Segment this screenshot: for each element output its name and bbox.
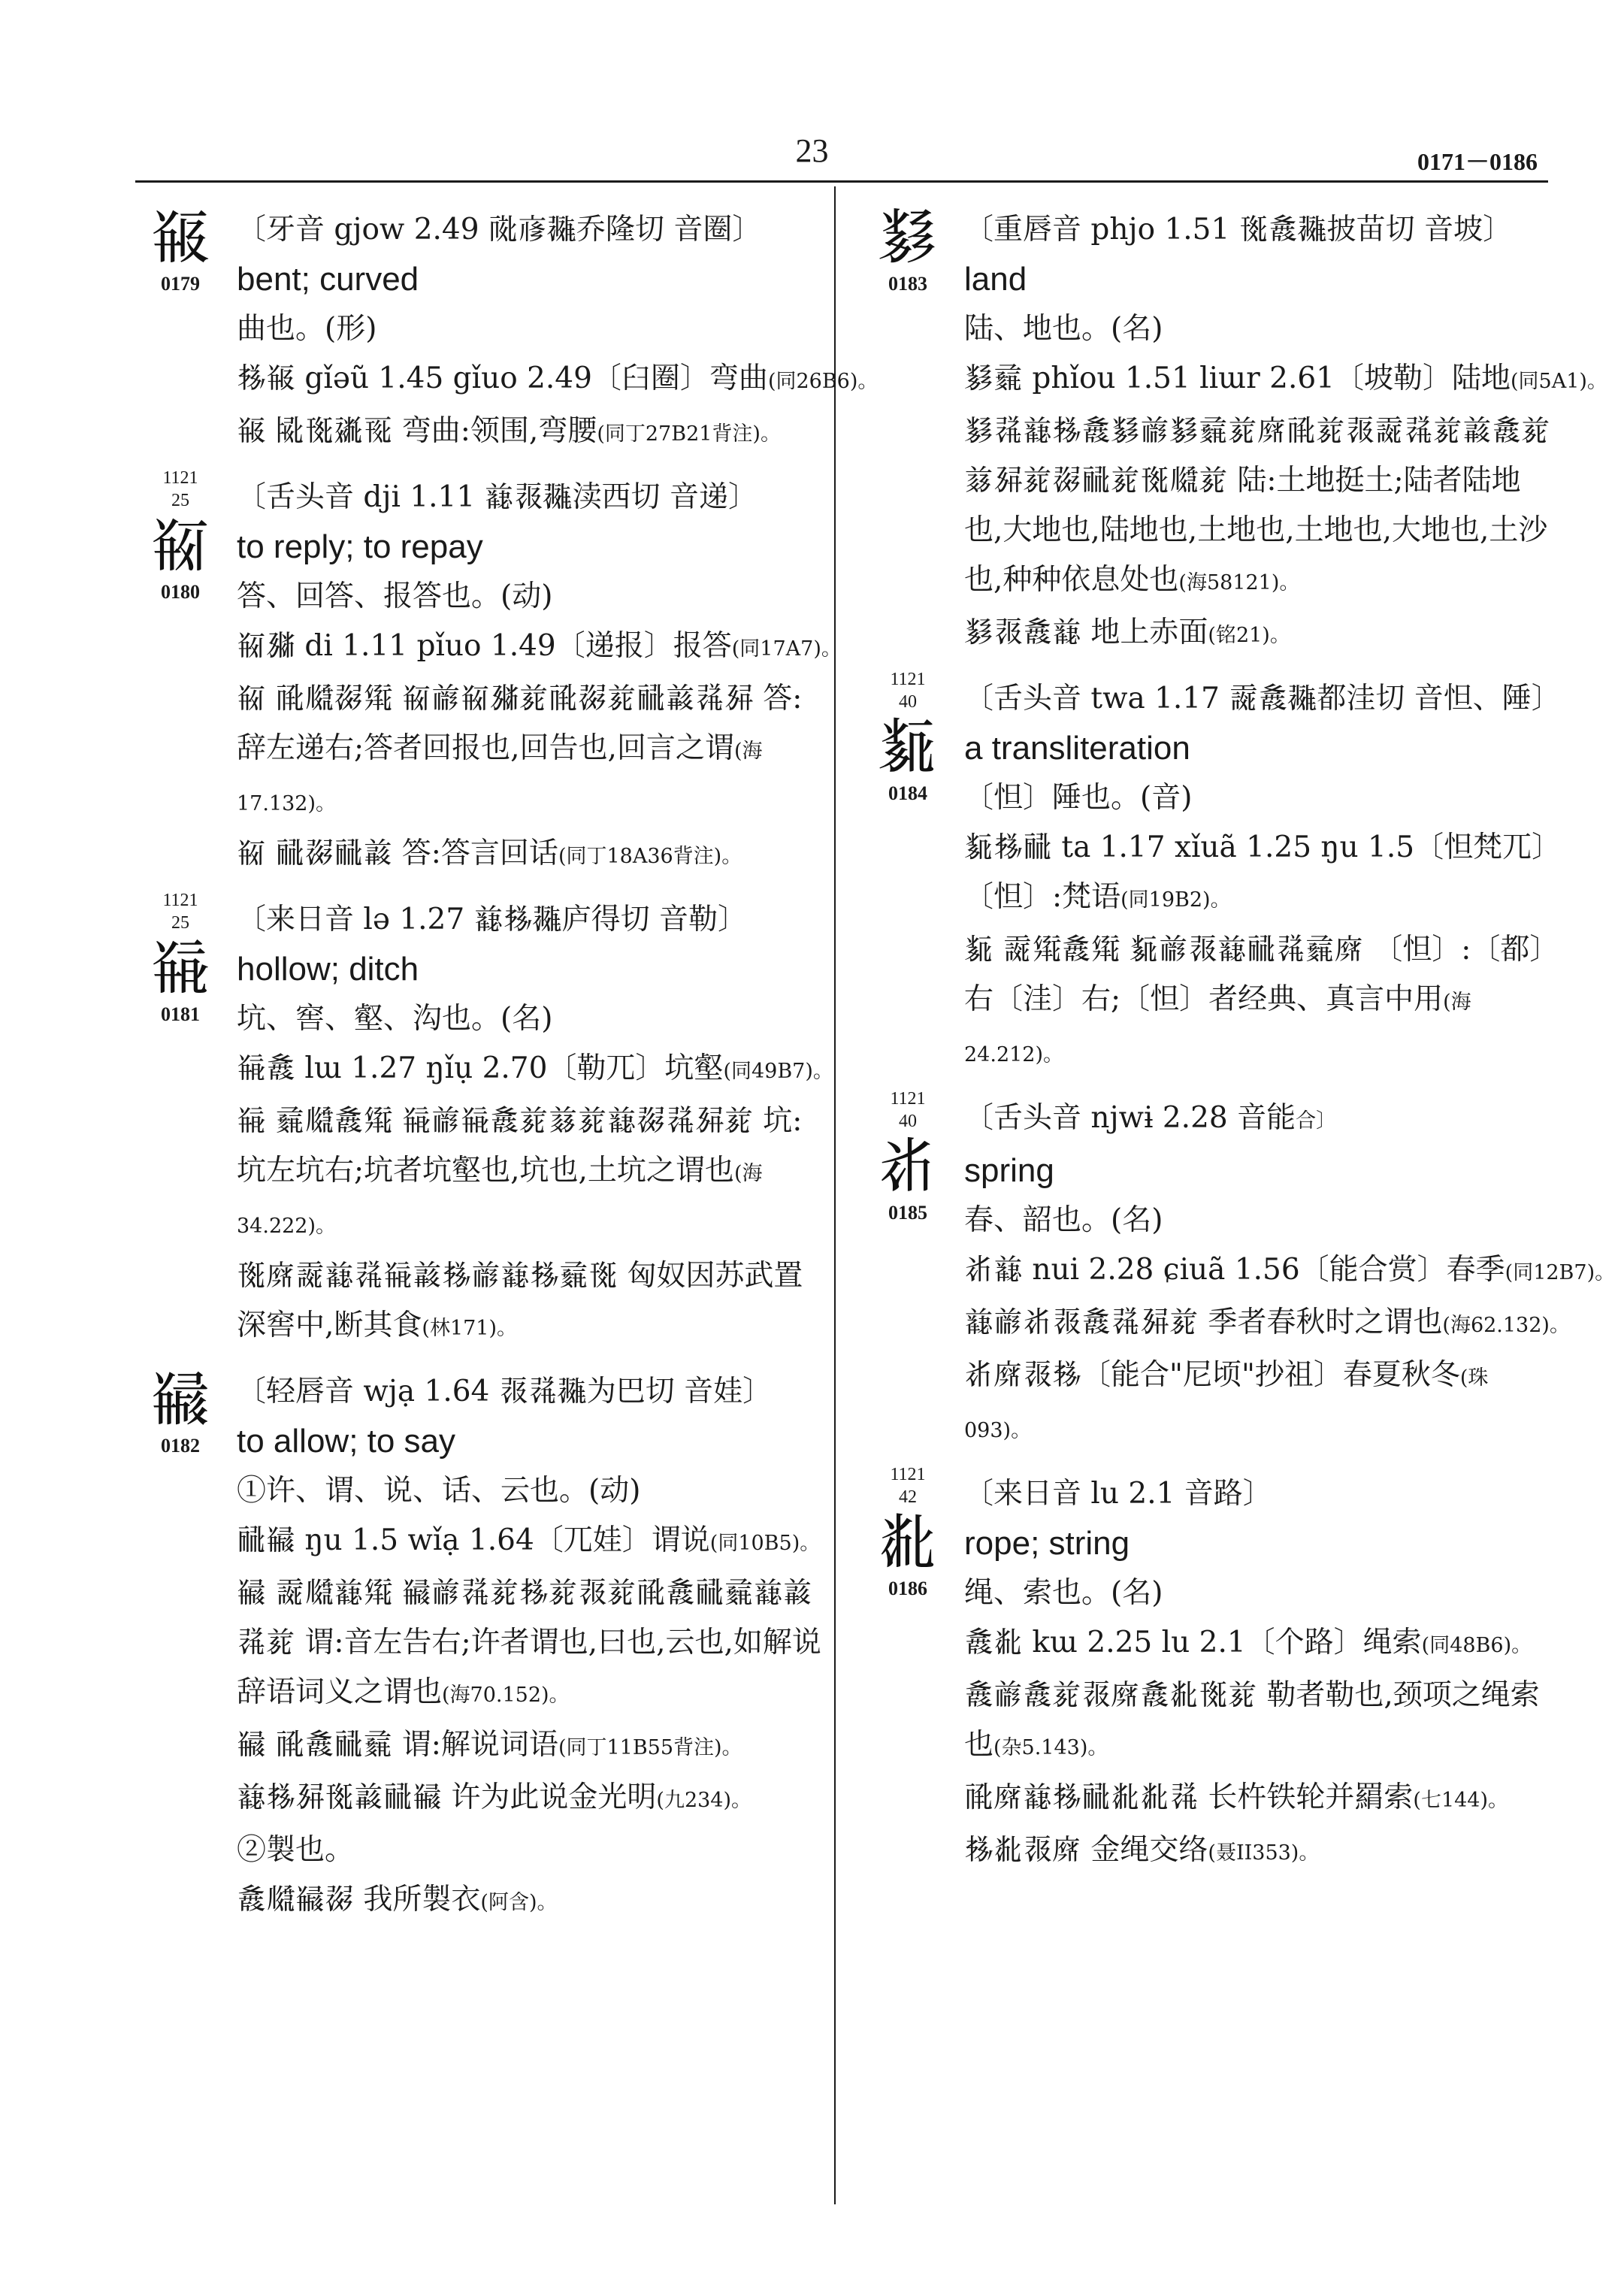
source-citation: (同丁18A36背注)。 bbox=[558, 845, 742, 868]
dictionary-entry bbox=[135, 468, 842, 882]
entry-line-text: 𘂁𗉞 di 1.11 pǐuo 1.49〔递报〕报答 bbox=[237, 629, 732, 663]
entry-line bbox=[964, 823, 1562, 873]
headword-glyph: 𘂄 bbox=[878, 202, 938, 272]
entry-line-text: 𗔇𗑗𘂆𗖀𗐘𗖗𗉘𗐱 季者春秋时之谓也 bbox=[964, 1305, 1443, 1339]
entry-number: 0179 bbox=[161, 273, 200, 295]
entry-head bbox=[135, 204, 225, 297]
headword-glyph: 𘂇 bbox=[878, 1507, 938, 1577]
source-citation: (阿含)。 bbox=[480, 1891, 558, 1914]
entry-line-text: 𗐘𘂇 kɯ 2.25 lu 2.1〔个路〕绳索 bbox=[964, 1626, 1422, 1659]
entry-line-text: 𗟻𘂃 ŋu 1.5 wǐạ 1.64〔兀娃〕谓说 bbox=[237, 1523, 710, 1557]
headword-glyph: 𘂀 bbox=[150, 202, 210, 272]
entry-line-text: 𘂃 𗍷𗐘𗟻𗈞 谓:解说词语 bbox=[237, 1728, 558, 1762]
english-gloss bbox=[964, 724, 1554, 773]
entry-line bbox=[237, 407, 827, 459]
entry-line-text: ②製也。 bbox=[237, 1833, 355, 1867]
entry-code-mid: 25 bbox=[171, 491, 189, 510]
entry-head bbox=[863, 668, 953, 806]
entry-code-top: 1121 bbox=[890, 1465, 926, 1484]
entry-line bbox=[237, 1569, 827, 1720]
english-gloss bbox=[237, 522, 827, 572]
dictionary-entry bbox=[863, 202, 1607, 661]
english-gloss bbox=[964, 1146, 1554, 1196]
entry-line-text: 〔怛〕:梵语 bbox=[964, 880, 1121, 914]
entry-code-mid: 25 bbox=[171, 913, 189, 933]
source-citation: (同5A1)。 bbox=[1511, 370, 1607, 393]
entry-line bbox=[964, 354, 1607, 407]
source-citation: (珠093)。 bbox=[964, 1366, 1489, 1442]
entry-line bbox=[964, 873, 1554, 925]
entry-line bbox=[237, 994, 827, 1044]
source-citation: (同17A7)。 bbox=[731, 637, 842, 661]
source-citation: (九234)。 bbox=[656, 1789, 752, 1812]
entry-line bbox=[237, 1773, 827, 1826]
entry-line-text: 〔牙音 gjow 2.49 𗍺𗇋𗖵乔隆切 音圈〕 bbox=[237, 213, 762, 247]
entry-line-text: 𘂆𗔇 nui 2.28 ɕiuã 1.56〔能合赏〕春季 bbox=[964, 1253, 1505, 1287]
left-column bbox=[135, 184, 879, 1928]
entry-line-text: 答、回答、报答也。(动) bbox=[237, 579, 553, 613]
entry-head bbox=[863, 1088, 953, 1226]
entry-line-text: ①许、谓、说、话、云也。(动) bbox=[237, 1474, 641, 1508]
source-citation: (海70.152)。 bbox=[442, 1684, 570, 1707]
entry-line bbox=[964, 205, 1554, 255]
entry-head bbox=[135, 889, 225, 1027]
entry-head bbox=[863, 1463, 953, 1602]
entry-line-text: 〔舌头音 twa 1.17 𗍥𗐘𗖵都洼切 音怛、陲〕 bbox=[964, 682, 1561, 715]
entry-line bbox=[964, 1245, 1616, 1298]
source-citation: (林171)。 bbox=[422, 1317, 518, 1340]
entry-code-mid: 40 bbox=[899, 692, 917, 712]
entry-line bbox=[237, 205, 827, 255]
entry-line-text: 𘂅𗈪𗟻 ta 1.17 xǐuã 1.25 ŋu 1.5〔怛梵兀〕 bbox=[964, 830, 1562, 864]
entry-line-text: bent; curved bbox=[237, 261, 419, 298]
entry-code-mid: 40 bbox=[899, 1112, 917, 1131]
entry-head bbox=[135, 467, 225, 605]
entry-line bbox=[964, 773, 1554, 823]
dictionary-entry bbox=[863, 1465, 1554, 1878]
entry-line bbox=[237, 674, 827, 829]
entry-line-text: land bbox=[964, 261, 1027, 298]
entry-line-text: rope; string bbox=[964, 1525, 1130, 1562]
entry-line-text: 𗐘𗆮𘂃𗖠 我所製衣 bbox=[237, 1883, 481, 1916]
english-gloss bbox=[964, 1519, 1554, 1569]
entry-line-text: 𗍷𗐡𗔇𗈪𗟻𘂇𘂇𗖗 长杵铁轮并羂索 bbox=[964, 1780, 1414, 1814]
source-citation: (海24.212)。 bbox=[964, 991, 1471, 1066]
source-citation: (同26B6)。 bbox=[767, 370, 879, 393]
entry-line-text: 𗐘𗑗𗐘𗐱𗖀𗐡𗐘𘂇𗍊𗐱 勒者勒也,颈项之绳索也 bbox=[964, 1678, 1540, 1762]
source-citation: (杂5.143)。 bbox=[993, 1736, 1108, 1759]
entry-line-text: a transliteration bbox=[964, 730, 1190, 767]
entry-line bbox=[964, 1351, 1554, 1456]
entry-line bbox=[964, 1094, 1554, 1146]
entry-line bbox=[237, 572, 827, 622]
entry-line-text: 𘂄𗖀𗐘𗔇 地上赤面 bbox=[964, 616, 1208, 649]
entry-line bbox=[964, 1469, 1554, 1519]
headword-glyph: 𘂂 bbox=[150, 933, 210, 1003]
entry-line bbox=[237, 473, 827, 522]
entry-number: 0185 bbox=[888, 1202, 927, 1224]
entry-line-text: 𘂂 𗈞𗆮𗐘𗋕 𘂂𗑗𘂂𗐘𗐱𗐿𗐱𗔇𗖠𗖗𗉘𗐱 坑:坑左坑右;坑者坑壑也,坑也,土坑之谓也 bbox=[237, 1104, 803, 1187]
entry-line-text: 𗈪𘂀 gǐəũ 1.45 gǐuo 2.49〔臼圈〕弯曲 bbox=[237, 362, 768, 395]
page-range: 0171－0186 bbox=[1417, 148, 1538, 175]
entry-line-text: 〔来日音 lə 1.27 𗔇𗈪𗖵庐得切 音勒〕 bbox=[237, 903, 747, 936]
entry-line bbox=[964, 925, 1554, 1080]
entry-line-text: 〔舌头音 dji 1.11 𗔇𗖀𗖵渎西切 音递〕 bbox=[237, 480, 758, 514]
entry-line-text: 𘂅 𗍥𗋕𗐘𗋕 𘂅𗑗𗖀𗔇𗟻𗖗𗈞𗐡 〔怛〕:〔都〕右〔洼〕右;〔怛〕者经典、真言中用 bbox=[964, 933, 1544, 1016]
right-column bbox=[863, 184, 1616, 1878]
entry-line bbox=[964, 1298, 1570, 1351]
entry-line-text: 𘂄𗖗𗔇𗈪𗐘𘂄𗑗𘂄𗈞𗐱𗐡𗍷𗐱𗖀𗍥𗖗𗐱𗓁𗐘𗐱𗐿𗉘𗐱𗖠𗟻𗐱𗍊𗆮𗐱 陆:土地挺土;陆者陆地也,大地也,陆地也,土地也,土地也,大地也,土沙也,种种依息处也 bbox=[964, 414, 1551, 597]
english-gloss bbox=[964, 255, 1554, 304]
source-citation: (聂II353)。 bbox=[1208, 1841, 1320, 1865]
entry-line-text: 𗍊𗐡𗍥𗔇𗖗𘂂𗓁𗈪𗑗𗔇𗈪𗈞𗍊 匈奴因苏武置深窖中,断其食 bbox=[237, 1259, 803, 1342]
entry-line-text: 𘂁 𗟻𗖠𗟻𗓁 答:答言回话 bbox=[237, 836, 558, 870]
dictionary-entry bbox=[135, 1364, 827, 1928]
entry-line bbox=[237, 1720, 827, 1773]
entry-line bbox=[237, 304, 827, 354]
entry-line bbox=[237, 354, 879, 407]
entry-line-text: spring bbox=[964, 1152, 1054, 1189]
entry-line-text: 曲也。(形) bbox=[237, 312, 377, 346]
entry-line bbox=[964, 674, 1561, 724]
entry-line-text: to allow; to say bbox=[237, 1423, 456, 1460]
entry-line bbox=[237, 1367, 827, 1417]
headword-glyph: 𘂁 bbox=[150, 510, 210, 580]
headword-glyph: 𘂆 bbox=[878, 1131, 938, 1201]
entry-line-text: 绳、索也。(名) bbox=[964, 1576, 1163, 1610]
source-citation: (七144)。 bbox=[1413, 1789, 1509, 1812]
entry-number: 0186 bbox=[888, 1578, 927, 1599]
source-citation: 合〕 bbox=[1296, 1109, 1337, 1133]
entry-line bbox=[237, 1251, 827, 1354]
entry-code-mid: 42 bbox=[899, 1487, 917, 1507]
entry-line bbox=[964, 1826, 1554, 1878]
entry-line bbox=[237, 1826, 827, 1875]
entry-code-top: 1121 bbox=[890, 1089, 926, 1109]
entry-line-text: 𘂀 𗎫𗍊𗡶𗀔 弯曲:领围,弯腰 bbox=[237, 414, 597, 448]
entry-line-text: 陆、地也。(名) bbox=[964, 312, 1163, 346]
entry-line-text: 〔舌头音 njwɨ 2.28 音能 bbox=[964, 1101, 1296, 1135]
entry-line bbox=[237, 1516, 827, 1569]
entry-line-text: hollow; ditch bbox=[237, 951, 419, 988]
entry-line-text: 𘂄𗈞 phǐou 1.51 liɯr 2.61〔坡勒〕陆地 bbox=[964, 362, 1511, 395]
entry-line-text: 坑、窖、壑、沟也。(名) bbox=[237, 1002, 553, 1036]
entry-line bbox=[964, 1196, 1554, 1245]
entry-line-text: 𘂆𗐡𗖀𗈪〔能合"尼顷"抄祖〕春夏秋冬 bbox=[964, 1358, 1460, 1392]
entry-number: 0184 bbox=[888, 782, 927, 804]
dictionary-entry bbox=[135, 202, 879, 459]
entry-line-text: 𘂃 𗍥𗆮𗔇𗋕 𘂃𗑗𗖗𗐱𗈪𗐱𗖀𗐱𗍷𗐘𗟻𗈞𗔇𗓁𗖗𗐱 谓:音左告右;许者谓也,曰也,云也,如解说辞语词义之谓也 bbox=[237, 1576, 821, 1709]
entry-line bbox=[237, 1044, 833, 1097]
entry-line-text: 𘂂𗐘 lɯ 1.27 ŋǐụ 2.70〔勒兀〕坑壑 bbox=[237, 1051, 724, 1085]
entry-head bbox=[863, 204, 953, 297]
english-gloss bbox=[237, 1417, 827, 1466]
dictionary-entry bbox=[863, 670, 1562, 1080]
entry-number: 0182 bbox=[161, 1435, 200, 1457]
source-citation: (同丁11B55背注)。 bbox=[558, 1736, 742, 1759]
dictionary-entry bbox=[863, 1089, 1616, 1456]
entry-number: 0181 bbox=[161, 1003, 200, 1025]
page-number: 23 bbox=[795, 132, 829, 169]
entry-line-text: 春、韶也。(名) bbox=[964, 1203, 1163, 1237]
entry-code-top: 1121 bbox=[890, 670, 926, 689]
entry-line bbox=[964, 1773, 1554, 1826]
entry-code-top: 1121 bbox=[162, 468, 198, 488]
entry-line bbox=[964, 304, 1554, 354]
entry-line bbox=[237, 622, 842, 674]
entry-line bbox=[237, 829, 827, 882]
entry-code-top: 1121 bbox=[162, 891, 198, 910]
entry-head bbox=[135, 1366, 225, 1459]
source-citation: (同19B2)。 bbox=[1120, 888, 1231, 912]
entry-line bbox=[237, 1466, 827, 1516]
top-rule bbox=[135, 180, 1548, 183]
source-citation: (同48B6)。 bbox=[1421, 1634, 1532, 1657]
entry-line-text: 𗈪𘂇𗖀𗐡 金绳交络 bbox=[964, 1833, 1208, 1867]
source-citation: (海34.222)。 bbox=[237, 1162, 763, 1238]
source-citation: (铭21)。 bbox=[1208, 624, 1290, 647]
entry-line-text: to reply; to repay bbox=[237, 528, 483, 565]
dictionary-entry bbox=[135, 891, 833, 1354]
english-gloss bbox=[237, 255, 827, 304]
entry-line-text: 〔来日音 lu 2.1 音路〕 bbox=[964, 1477, 1272, 1511]
entry-line-text: 〔重唇音 phjo 1.51 𗍊𗐘𗖵披苗切 音坡〕 bbox=[964, 213, 1513, 247]
entry-line-text: 𗔇𗈪𗉘𗍊𗓁𗟻𘂃 许为此说金光明 bbox=[237, 1780, 657, 1814]
entry-number: 0180 bbox=[161, 581, 200, 603]
entry-line bbox=[964, 1569, 1554, 1618]
entry-line bbox=[237, 1875, 827, 1928]
entry-line-text: 〔轻唇音 wjạ 1.64 𗖀𗖗𗖵为巴切 音娃〕 bbox=[237, 1375, 773, 1408]
entry-line bbox=[237, 895, 827, 945]
entry-line bbox=[964, 407, 1554, 608]
headword-glyph: 𘂅 bbox=[878, 712, 938, 782]
entry-line bbox=[964, 1618, 1554, 1671]
entry-line bbox=[964, 608, 1554, 661]
english-gloss bbox=[237, 945, 827, 994]
source-citation: (海58121)。 bbox=[1178, 571, 1300, 594]
source-citation: (同丁27B21背注)。 bbox=[597, 422, 781, 446]
column-divider bbox=[834, 186, 836, 2204]
entry-line-text: 〔怛〕陲也。(音) bbox=[964, 781, 1193, 815]
entry-line bbox=[964, 1671, 1554, 1773]
entry-line bbox=[237, 1097, 827, 1251]
headword-glyph: 𘂃 bbox=[150, 1364, 210, 1434]
source-citation: (同49B7)。 bbox=[723, 1060, 833, 1083]
source-citation: (海17.132)。 bbox=[237, 740, 763, 815]
source-citation: (同12B7)。 bbox=[1505, 1261, 1616, 1284]
source-citation: (同10B5)。 bbox=[709, 1532, 821, 1555]
source-citation: (海62.132)。 bbox=[1442, 1314, 1570, 1337]
entry-line-text: 𘂁 𗍷𗆮𗖠𗋕 𘂁𗑗𘂁𗉞𗐱𗍷𗖠𗐱𗟻𗓁𗖗𗉘 答:辞左递右;答者回报也,回告也,回言之谓 bbox=[237, 682, 803, 765]
entry-number: 0183 bbox=[888, 273, 927, 295]
